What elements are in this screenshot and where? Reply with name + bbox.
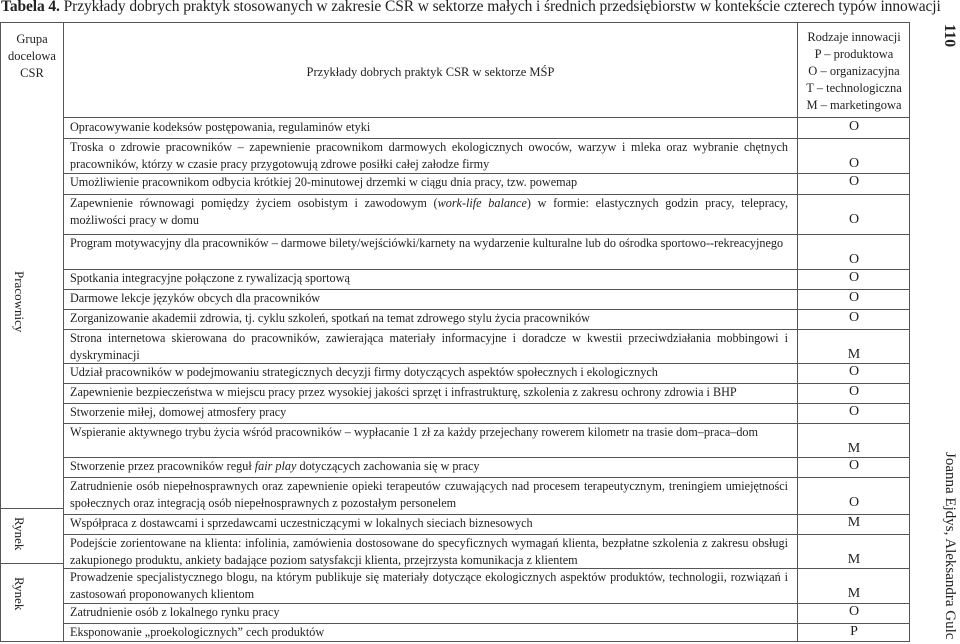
practice-text: Umożliwienie pracownikom odbycia krótkiej 20-minutowej drzemki w ciągu dnia pracy, tzw. powemap (70, 175, 578, 189)
group-header-line: Grupa (16, 32, 48, 46)
practice-text: Stworzenie miłej, domowej atmosfery pracy (70, 405, 287, 419)
practices-table (0, 22, 910, 642)
practice-text: Strona internetowa skierowana do pracowników, zawierająca materiały informacyjne i doradcze w kwestii przeciwdziałania mobbingowi i dyskryminacji (70, 331, 788, 362)
innovation-type: M (847, 347, 861, 362)
innovation-type: O (848, 310, 860, 325)
innovation-type: O (848, 495, 860, 510)
practice-text: Zapewnienie bezpieczeństwa w miejscu pracy przez wysokiej jakości sprzęt i infrastrukturę, szkolenia z zakresu ochrony zdrowia i BHP (70, 385, 737, 399)
innovation-type: O (848, 404, 860, 419)
practice-text: Eksponowanie „proekologicznych” cech produktów (70, 625, 325, 639)
innovation-type: O (848, 252, 860, 267)
innovation-type: O (848, 290, 860, 305)
group-header-line: CSR (20, 66, 44, 80)
practice-text: Troska o zdrowie pracowników – zapewnienie pracownikom darmowych ekologicznych owoców, warzyw i mleka oraz wybranie chętnych pracowników, którzy w czasie pracy przygotowują zdrowe posiłki całej załodze firmy (70, 140, 788, 171)
authors-running-head: Joanna Ejdys, Aleksandra Gulc (942, 452, 958, 640)
table-label: Tabela 4. (1, 0, 60, 15)
practice-text: Podejście zorientowane na klienta: infolinia, zamówienia dostosowane do specyficznych wymagań klienta, bezpłatne szkolenia z zakresu obsługi zakupionego produktu, ankiety badające poziom satysfakcji klienta, przejrzysta komunikacja z klientem (70, 536, 788, 567)
innovation-type: O (848, 604, 860, 619)
innovation-type: O (848, 458, 860, 473)
practice-text: Wspieranie aktywnego trybu życia wśród pracowników – wypłacanie 1 zł za każdy przejechany rowerem kilometr na trasie dom–praca–dom (70, 425, 758, 439)
group-header (1, 31, 63, 82)
practice-text: Spotkania integracyjne połączone z rywalizacją sportową (70, 271, 350, 285)
innovation-type: O (848, 119, 860, 134)
innovation-type: M (847, 586, 861, 601)
types-header-line: P – produktowa (814, 47, 894, 61)
innovation-type: O (848, 270, 860, 285)
group-market-label: Rynek (12, 517, 27, 551)
practice-text: Zatrudnienie osób niepełnosprawnych oraz zapewnienie opieki terapeutów czuwających nad procesem terapeutycznym, treningiem umiejętności społecznych oraz integracją osób niepełnosprawnych z pozostałym personelem (70, 479, 788, 510)
practice-text: Stworzenie przez pracowników reguł fair play dotyczących zachowania się w pracy (70, 459, 480, 473)
types-header (798, 29, 910, 114)
header-divider (63, 117, 909, 118)
types-header-line: T – technologiczna (806, 81, 902, 95)
practice-text: Darmowe lekcje języków obcych dla pracowników (70, 291, 321, 305)
group-header-line: docelowa (8, 49, 56, 63)
innovation-type: O (848, 174, 860, 189)
page-number: 110 (941, 24, 958, 48)
table-caption: Przykłady dobrych praktyk stosowanych w zakresie CSR w sektorze małych i średnich przedsiębiorstw w kontekście czterech typów innowacji (63, 0, 941, 15)
innovation-type: O (848, 364, 860, 379)
types-header-line: Rodzaje innowacji (807, 30, 901, 44)
innovation-type: O (848, 384, 860, 399)
innovation-type: P (850, 624, 858, 639)
innovation-type: O (848, 156, 860, 171)
practice-text: Zorganizowanie akademii zdrowia, tj. cyklu szkoleń, spotkań na temat zdrowego stylu życia pracowników (70, 311, 590, 325)
practice-text: Program motywacyjny dla pracowników – darmowe bilety/wejściówki/karnety na wydarzenie kulturalne lub do ośrodka sportowo--rekreacyjnego (70, 236, 784, 250)
innovation-type: M (847, 441, 861, 456)
group-employees-label: Pracownicy (12, 271, 27, 333)
innovation-type: M (847, 552, 861, 567)
practice-text: Opracowywanie kodeksów postępowania, regulaminów etyki (70, 120, 371, 134)
practice-text: Zapewnienie równowagi pomiędzy życiem osobistym i zawodowym (work-life balance) w formie: elastycznych godzin pracy, telepracy, możliwości pracy w domu (70, 196, 788, 227)
types-header-line: O – organizacyjna (808, 64, 900, 78)
column-divider (797, 23, 798, 641)
group-divider (1, 563, 63, 564)
types-header-line: M – marketingowa (806, 98, 902, 112)
practice-text: Udział pracowników w podejmowaniu strategicznych decyzji firmy dotyczących aspektów społecznych i ekologicznych (70, 365, 658, 379)
innovation-type: O (848, 212, 860, 227)
table-title (1, 0, 941, 16)
examples-header: Przykłady dobrych praktyk CSR w sektorze MŚP (306, 65, 555, 79)
practice-text: Współpraca z dostawcami i sprzedawcami uczestniczącymi w lokalnych sieciach biznesowych (70, 516, 533, 530)
group-divider (1, 508, 63, 509)
practice-text: Zatrudnienie osób z lokalnego rynku pracy (70, 605, 280, 619)
column-divider (63, 23, 64, 641)
innovation-type: M (847, 515, 861, 530)
group-market-label: Rynek (12, 577, 27, 611)
practice-text: Prowadzenie specjalistycznego blogu, na którym publikuje się materiały dotyczące ekologicznych aspektów produktów, technologii, rozwiązań i zastosowań proponowanych klientom (70, 570, 788, 601)
